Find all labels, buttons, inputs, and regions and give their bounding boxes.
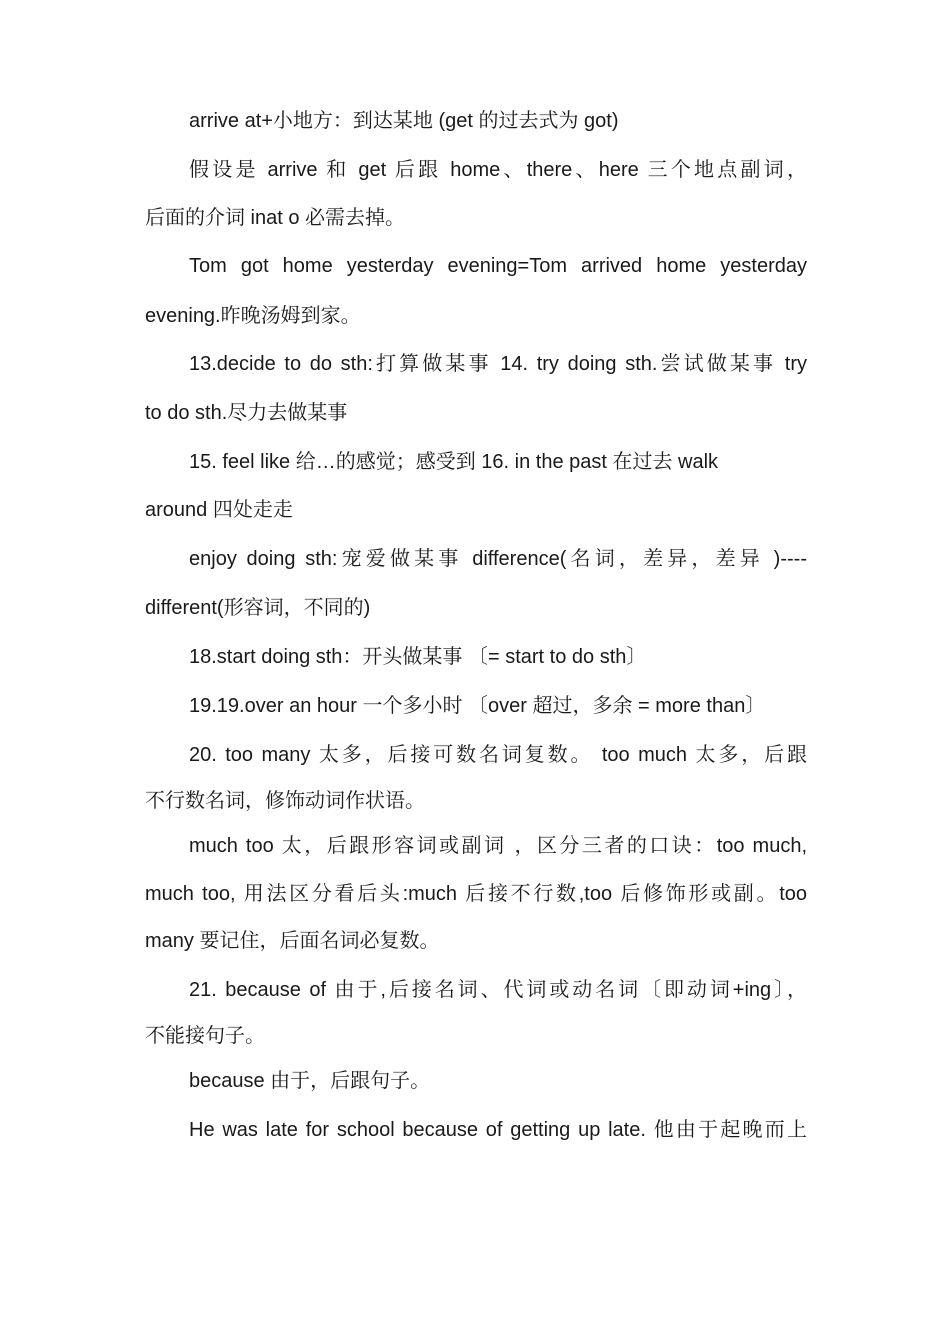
text-line-16: much too 太，后跟形容词或副词 ，区分三者的口诀：too much,	[189, 835, 807, 857]
text-line-12: 18.start doing sth：开头做某事 〔= start to do sth〕	[189, 646, 647, 668]
text-line-9: around 四处走走	[145, 499, 293, 521]
text-line-4: Tom got home yesterday evening=Tom arrived home yesterday	[189, 255, 807, 277]
text-line-13: 19.19.over an hour 一个多小时 〔over 超过，多余 = more than〕	[189, 695, 766, 717]
text-line-2: 假设是 arrive 和 get 后跟 home、there、here 三个地点副词，	[189, 159, 807, 181]
text-line-10: enjoy doing sth:宠爱做某事 difference(名词，差异，差异 )----	[189, 548, 807, 570]
text-line-22: He was late for school because of getting up late. 他由于起晚而上	[189, 1119, 807, 1141]
text-line-19: 21. because of 由于,后接名词、代词或动名词〔即动词+ing〕，	[189, 979, 807, 1001]
text-line-1: arrive at+小地方：到达某地 (get 的过去式为 got)	[189, 110, 619, 132]
text-line-18: many 要记住，后面名词必复数。	[145, 930, 440, 952]
text-line-21: because 由于，后跟句子。	[189, 1070, 431, 1092]
text-line-3: 后面的介词 inat o 必需去掉。	[145, 207, 406, 229]
text-line-7: to do sth.尽力去做某事	[145, 402, 348, 424]
text-line-17: much too, 用法区分看后头:much 后接不行数,too 后修饰形或副。too	[145, 883, 807, 905]
text-line-11: different(形容词，不同的)	[145, 597, 371, 619]
text-line-8: 15. feel like 给…的感觉；感受到 16. in the past 在过去 walk	[189, 451, 719, 473]
text-line-15: 不行数名词，修饰动词作状语。	[145, 790, 425, 812]
text-line-6: 13.decide to do sth:打算做某事 14. try doing sth.尝试做某事 try	[189, 353, 807, 375]
text-line-20: 不能接句子。	[145, 1025, 265, 1047]
text-line-5: evening.昨晚汤姆到家。	[145, 305, 361, 327]
text-line-14: 20. too many 太多，后接可数名词复数。 too much 太多，后跟	[189, 744, 807, 766]
